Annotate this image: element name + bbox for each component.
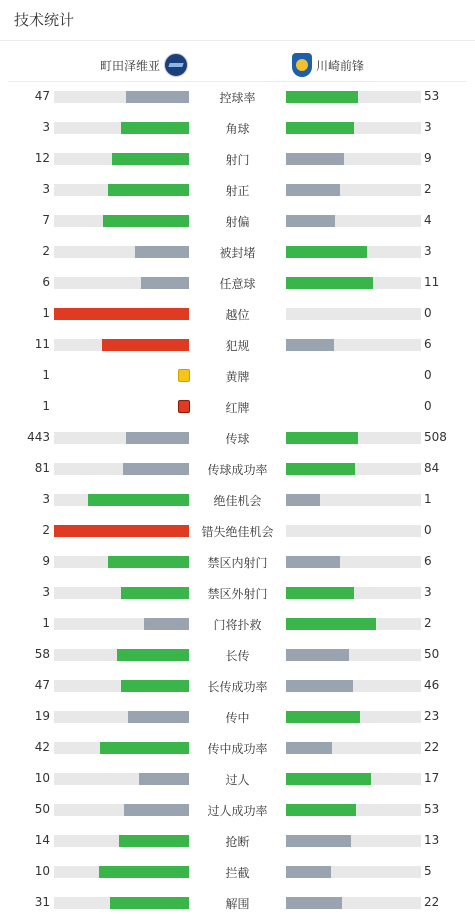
- away-bar-track: [286, 897, 421, 909]
- away-bar-track: [286, 618, 421, 630]
- home-value: 10: [34, 771, 50, 785]
- stat-label: 被封堵: [219, 246, 256, 260]
- away-value: 0: [424, 306, 432, 320]
- home-bar-track: [54, 308, 189, 320]
- stat-row: [0, 453, 475, 484]
- home-bar-track: [54, 742, 189, 754]
- away-value: 9: [424, 151, 432, 165]
- away-value: 0: [424, 523, 432, 537]
- away-bar-fill: [286, 91, 358, 103]
- home-bar-track: [54, 339, 189, 351]
- away-bar-fill: [286, 680, 353, 692]
- away-value: 11: [424, 275, 440, 289]
- home-value: 11: [34, 337, 50, 351]
- home-bar-track: [54, 463, 189, 475]
- home-bar-fill: [112, 153, 189, 165]
- away-bar-fill: [286, 773, 371, 785]
- home-bar-fill: [103, 215, 189, 227]
- stat-label: 控球率: [219, 91, 256, 105]
- away-value: 6: [424, 554, 432, 568]
- away-bar-fill: [286, 215, 335, 227]
- away-bar-fill: [286, 494, 320, 506]
- away-value: 23: [424, 709, 440, 723]
- away-bar-track: [286, 153, 421, 165]
- home-value: 42: [34, 740, 50, 754]
- away-bar-fill: [286, 897, 342, 909]
- away-bar-track: [286, 91, 421, 103]
- stat-row: [0, 174, 475, 205]
- stat-row: [0, 205, 475, 236]
- home-value: 1: [42, 306, 50, 320]
- away-bar-fill: [286, 153, 344, 165]
- home-value: 31: [34, 895, 50, 909]
- stat-row: [0, 298, 475, 329]
- stat-label: 过人: [225, 773, 250, 787]
- home-value: 3: [42, 182, 50, 196]
- stat-label: 绝佳机会: [213, 494, 262, 508]
- stat-row: [0, 422, 475, 453]
- team-header: [0, 41, 475, 81]
- home-bar-track: [54, 184, 189, 196]
- away-bar-track: [286, 432, 421, 444]
- away-bar-track: [286, 277, 421, 289]
- away-bar-fill: [286, 742, 332, 754]
- away-value: 5: [424, 864, 432, 878]
- stat-row: [0, 732, 475, 763]
- home-bar-fill: [135, 246, 189, 258]
- away-value: 3: [424, 585, 432, 599]
- stat-label: 长传: [225, 649, 250, 663]
- stat-row: [0, 670, 475, 701]
- home-bar-track: [54, 277, 189, 289]
- away-bar-fill: [286, 649, 349, 661]
- away-bar-track: [286, 246, 421, 258]
- home-value: 14: [34, 833, 50, 847]
- away-bar-track: [286, 308, 421, 320]
- away-bar-track: [286, 866, 421, 878]
- home-bar-fill: [128, 711, 189, 723]
- away-bar-track: [286, 122, 421, 134]
- stat-label: 抢断: [225, 835, 250, 849]
- stat-row: [0, 763, 475, 794]
- away-bar-track: [286, 804, 421, 816]
- stat-row: [0, 546, 475, 577]
- stat-label: 传球成功率: [207, 463, 268, 477]
- away-value: 50: [424, 647, 440, 661]
- home-value: 7: [42, 213, 50, 227]
- away-value: 3: [424, 120, 432, 134]
- home-value: 47: [34, 678, 50, 692]
- home-bar-track: [54, 432, 189, 444]
- red-card-icon: [178, 400, 190, 413]
- home-bar-track: [54, 897, 189, 909]
- home-bar-fill: [121, 680, 189, 692]
- stat-row: [0, 825, 475, 856]
- home-value: 1: [42, 368, 50, 382]
- stat-label: 角球: [225, 122, 250, 136]
- home-bar-track: [54, 804, 189, 816]
- away-bar-track: [286, 463, 421, 475]
- home-value: 2: [42, 244, 50, 258]
- stat-label: 红牌: [225, 401, 250, 415]
- stat-row: [0, 267, 475, 298]
- stat-row: [0, 887, 475, 918]
- stat-row: [0, 360, 475, 391]
- home-bar-track: [54, 618, 189, 630]
- stat-label: 传中成功率: [207, 742, 268, 756]
- stat-row: [0, 639, 475, 670]
- stat-row: [0, 329, 475, 360]
- away-bar-track: [286, 494, 421, 506]
- stat-row: [0, 484, 475, 515]
- away-value: 0: [424, 399, 432, 413]
- home-bar-fill: [139, 773, 189, 785]
- away-bar-track: [286, 680, 421, 692]
- home-value: 58: [34, 647, 50, 661]
- stat-label: 传中: [225, 711, 250, 725]
- away-bar-fill: [286, 587, 354, 599]
- home-bar-fill: [126, 91, 189, 103]
- home-bar-fill: [110, 897, 189, 909]
- home-bar-fill: [126, 432, 189, 444]
- away-value: 46: [424, 678, 440, 692]
- home-bar-fill: [123, 463, 189, 475]
- home-bar-track: [54, 215, 189, 227]
- away-value: 22: [424, 895, 440, 909]
- away-value: 2: [424, 616, 432, 630]
- away-bar-fill: [286, 835, 351, 847]
- away-bar-fill: [286, 122, 354, 134]
- home-bar-fill: [100, 742, 189, 754]
- away-value: 0: [424, 368, 432, 382]
- home-value: 10: [34, 864, 50, 878]
- stat-label: 长传成功率: [207, 680, 268, 694]
- home-bar-fill: [124, 804, 189, 816]
- away-value: 13: [424, 833, 440, 847]
- stat-label: 黄牌: [225, 370, 250, 384]
- away-team[interactable]: [292, 53, 364, 77]
- home-bar-track: [54, 773, 189, 785]
- stat-label: 解围: [225, 897, 250, 911]
- away-value: 84: [424, 461, 440, 475]
- stat-label: 过人成功率: [207, 804, 268, 818]
- stat-row: [0, 236, 475, 267]
- away-team-logo-icon: [292, 53, 312, 77]
- home-team[interactable]: [100, 53, 188, 77]
- home-value: 3: [42, 585, 50, 599]
- home-bar-track: [54, 122, 189, 134]
- home-bar-track: [54, 587, 189, 599]
- home-value: 3: [42, 492, 50, 506]
- home-bar-track: [54, 866, 189, 878]
- home-bar-track: [54, 556, 189, 568]
- home-value: 2: [42, 523, 50, 537]
- away-bar-fill: [286, 463, 355, 475]
- away-value: 17: [424, 771, 440, 785]
- away-bar-track: [286, 742, 421, 754]
- away-bar-track: [286, 773, 421, 785]
- stat-label: 禁区内射门: [207, 556, 268, 570]
- away-bar-fill: [286, 184, 340, 196]
- stat-label: 射门: [225, 153, 250, 167]
- home-bar-fill: [54, 525, 189, 537]
- home-bar-fill: [102, 339, 189, 351]
- away-bar-track: [286, 525, 421, 537]
- stat-row: [0, 608, 475, 639]
- home-value: 1: [42, 616, 50, 630]
- home-value: 9: [42, 554, 50, 568]
- home-value: 443: [27, 430, 50, 444]
- home-bar-fill: [88, 494, 189, 506]
- stat-label: 任意球: [219, 277, 256, 291]
- home-bar-track: [54, 525, 189, 537]
- stat-label: 禁区外射门: [207, 587, 268, 601]
- stat-row: [0, 143, 475, 174]
- home-value: 47: [34, 89, 50, 103]
- away-value: 53: [424, 802, 440, 816]
- stat-row: [0, 577, 475, 608]
- home-value: 50: [34, 802, 50, 816]
- home-bar-track: [54, 680, 189, 692]
- home-bar-fill: [117, 649, 189, 661]
- home-bar-fill: [119, 835, 189, 847]
- stat-label: 越位: [225, 308, 250, 322]
- stat-row: [0, 81, 475, 112]
- away-bar-track: [286, 339, 421, 351]
- away-bar-fill: [286, 618, 376, 630]
- home-bar-fill: [144, 618, 189, 630]
- yellow-card-icon: [178, 369, 190, 382]
- away-bar-fill: [286, 804, 356, 816]
- away-value: 6: [424, 337, 432, 351]
- home-bar-track: [54, 649, 189, 661]
- home-team-name: 町田泽维亚: [99, 58, 160, 73]
- home-bar-fill: [121, 587, 189, 599]
- stat-label: 射偏: [225, 215, 250, 229]
- away-bar-track: [286, 587, 421, 599]
- away-bar-fill: [286, 246, 367, 258]
- home-bar-fill: [108, 556, 189, 568]
- home-bar-fill: [108, 184, 189, 196]
- stat-label: 传球: [225, 432, 250, 446]
- away-bar-track: [286, 184, 421, 196]
- home-value: 1: [42, 399, 50, 413]
- home-bar-track: [54, 246, 189, 258]
- away-bar-track: [286, 835, 421, 847]
- stat-row: [0, 794, 475, 825]
- away-bar-fill: [286, 339, 334, 351]
- stat-label: 错失绝佳机会: [201, 525, 274, 539]
- away-bar-fill: [286, 277, 373, 289]
- home-bar-track: [54, 835, 189, 847]
- stat-label: 犯规: [225, 339, 250, 353]
- stat-row: [0, 112, 475, 143]
- stat-row: [0, 701, 475, 732]
- away-team-name: 川崎前锋: [316, 58, 365, 73]
- home-value: 12: [34, 151, 50, 165]
- away-value: 4: [424, 213, 432, 227]
- away-value: 1: [424, 492, 432, 506]
- away-bar-fill: [286, 556, 340, 568]
- home-bar-track: [54, 153, 189, 165]
- away-value: 3: [424, 244, 432, 258]
- home-bar-fill: [54, 308, 189, 320]
- home-value: 81: [34, 461, 50, 475]
- away-bar-fill: [286, 432, 358, 444]
- home-bar-fill: [141, 277, 189, 289]
- stat-row: [0, 391, 475, 422]
- stat-row: [0, 515, 475, 546]
- away-bar-fill: [286, 711, 360, 723]
- page-title: 技术统计: [14, 11, 75, 29]
- away-value: 508: [424, 430, 447, 444]
- home-bar-track: [54, 494, 189, 506]
- home-value: 6: [42, 275, 50, 289]
- away-bar-fill: [286, 866, 331, 878]
- stat-label: 门将扑救: [213, 618, 262, 632]
- stat-row: [0, 856, 475, 887]
- away-bar-track: [286, 556, 421, 568]
- away-value: 2: [424, 182, 432, 196]
- home-value: 19: [34, 709, 50, 723]
- away-bar-track: [286, 649, 421, 661]
- home-bar-fill: [121, 122, 189, 134]
- home-team-logo-icon: [164, 53, 188, 77]
- home-bar-fill: [99, 866, 189, 878]
- away-value: 22: [424, 740, 440, 754]
- away-value: 53: [424, 89, 440, 103]
- stat-label: 拦截: [225, 866, 250, 880]
- stat-label: 射正: [225, 184, 250, 198]
- home-bar-track: [54, 711, 189, 723]
- away-bar-track: [286, 215, 421, 227]
- home-value: 3: [42, 120, 50, 134]
- away-bar-track: [286, 711, 421, 723]
- home-bar-track: [54, 91, 189, 103]
